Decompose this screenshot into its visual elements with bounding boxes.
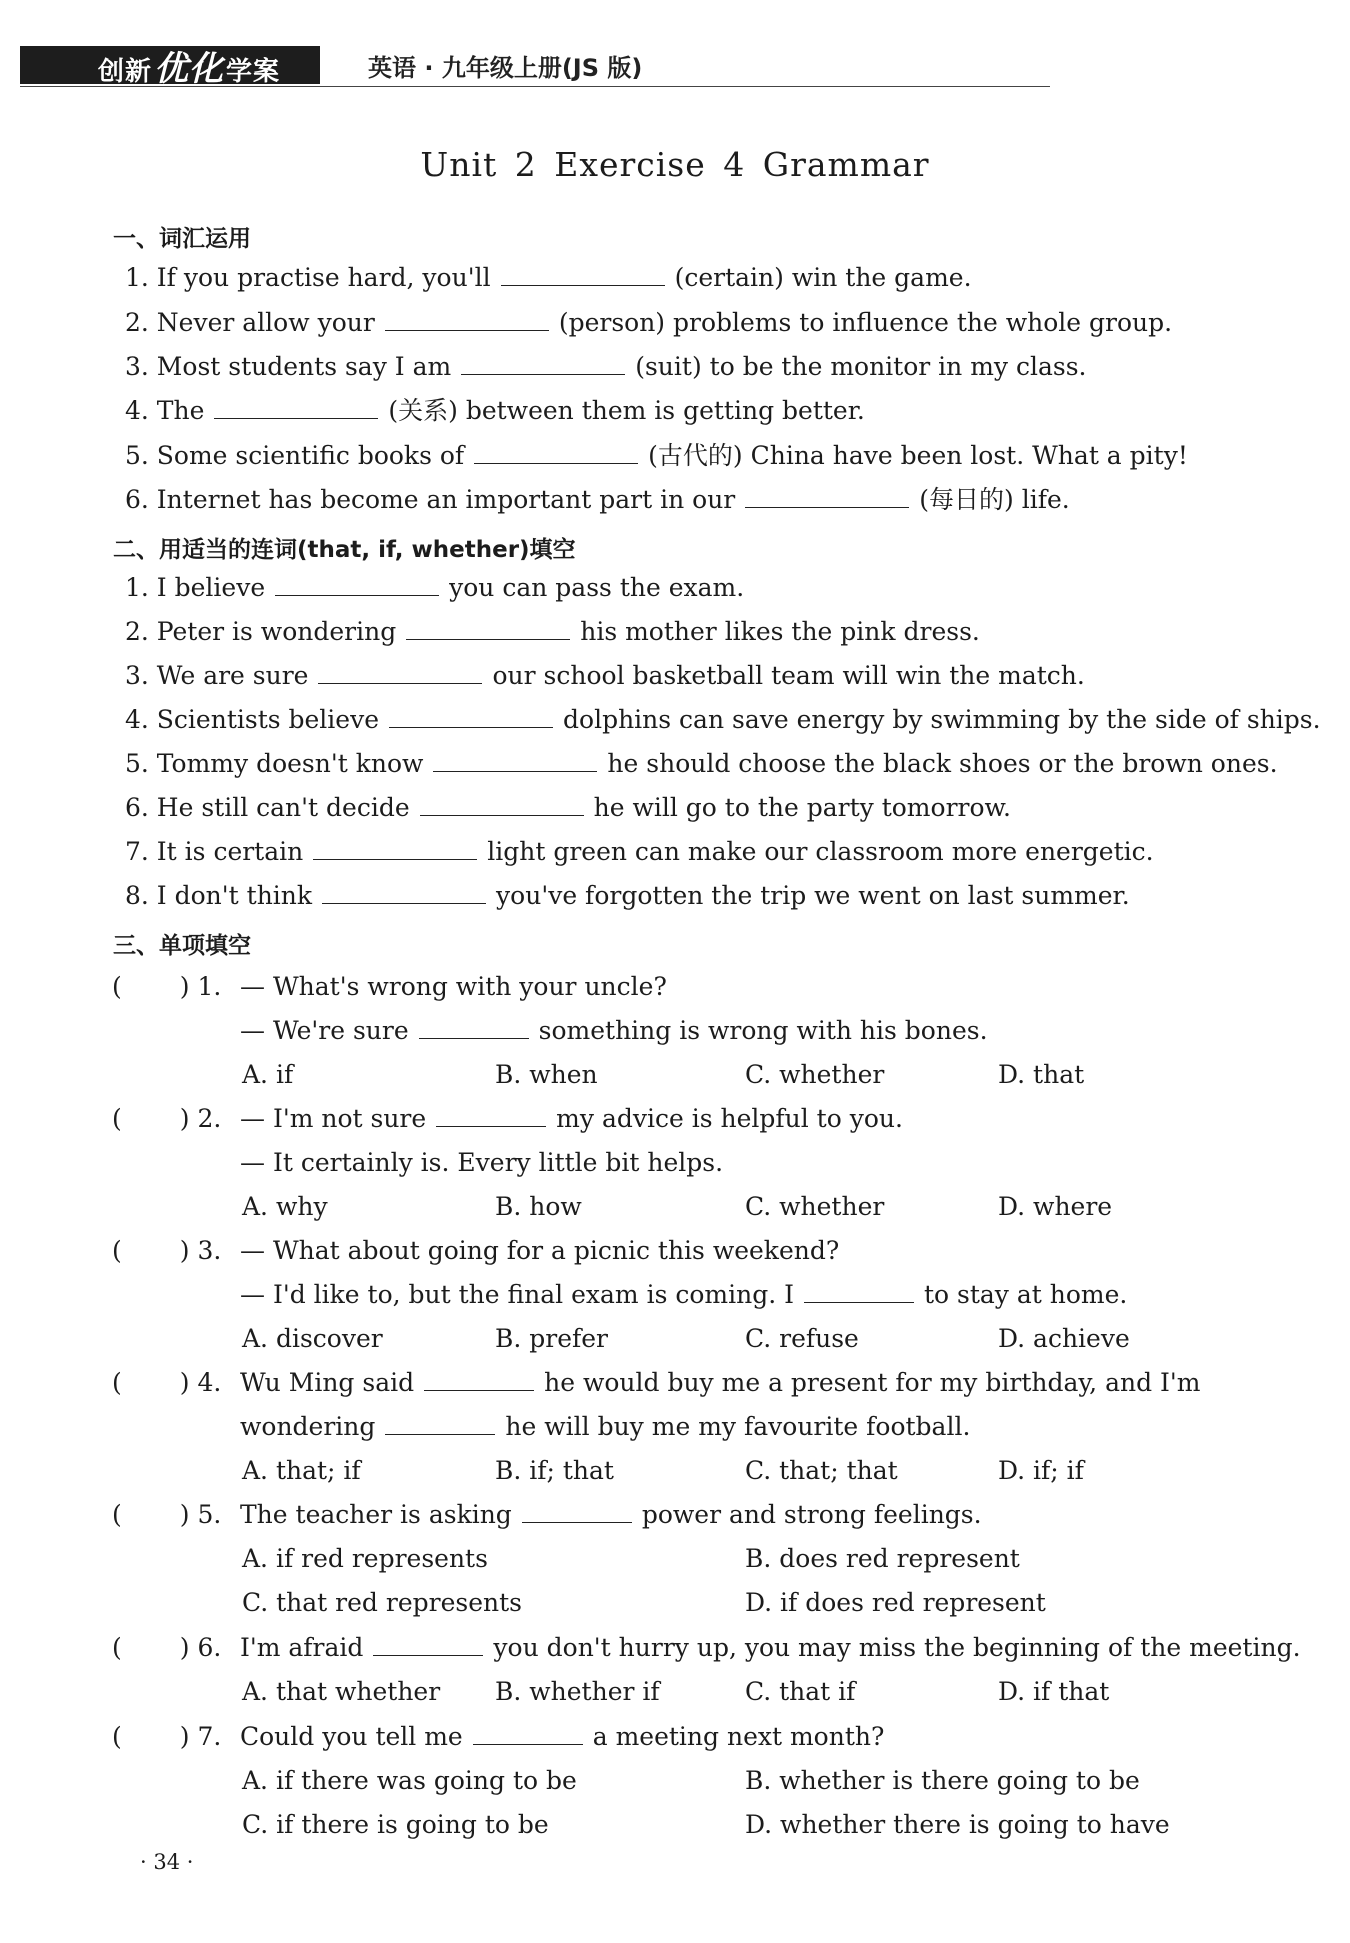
p2-item-6: 6. He still can't decide he will go to the party tomorrow. — [125, 793, 1011, 822]
q2-option-d[interactable]: D. where — [998, 1192, 1113, 1221]
answer-blank[interactable] — [419, 1016, 529, 1039]
p1-item-2: 2. Never allow your (person) problems to influence the whole group. — [125, 308, 1173, 337]
q7-option-d[interactable]: D. whether there is going to have — [745, 1810, 1170, 1839]
answer-blank[interactable] — [385, 1412, 495, 1435]
answer-blank[interactable] — [424, 1368, 534, 1391]
answer-blank[interactable] — [474, 441, 638, 464]
q3-option-b[interactable]: B. prefer — [495, 1324, 609, 1353]
q7-option-a[interactable]: A. if there was going to be — [242, 1766, 577, 1795]
q1-line-1: — What's wrong with your uncle? — [240, 972, 667, 1001]
q5-option-b[interactable]: B. does red represent — [745, 1544, 1020, 1573]
p2-item-2: 2. Peter is wondering his mother likes the pink dress. — [125, 617, 980, 646]
q4-line-1: Wu Ming said he would buy me a present for my birthday, and I'm — [240, 1368, 1201, 1397]
q7-option-c[interactable]: C. if there is going to be — [242, 1810, 549, 1839]
q7-answer-paren[interactable]: ( ) 7. — [112, 1722, 222, 1751]
q2-line-2: — It certainly is. Every little bit helps. — [240, 1148, 724, 1177]
q6-option-c[interactable]: C. that if — [745, 1677, 856, 1706]
q6-option-b[interactable]: B. whether if — [495, 1677, 660, 1706]
answer-blank[interactable] — [373, 1633, 483, 1656]
answer-blank[interactable] — [420, 793, 584, 816]
p2-item-8: 8. I don't think you've forgotten the trip we went on last summer. — [125, 881, 1130, 910]
q7-line-1: Could you tell me a meeting next month? — [240, 1722, 885, 1751]
q1-option-d[interactable]: D. that — [998, 1060, 1085, 1089]
q5-answer-paren[interactable]: ( ) 5. — [112, 1500, 222, 1529]
answer-blank[interactable] — [322, 881, 486, 904]
q4-option-c[interactable]: C. that; that — [745, 1456, 898, 1485]
q1-line-2: — We're sure something is wrong with his bones. — [240, 1016, 988, 1045]
q1-option-c[interactable]: C. whether — [745, 1060, 885, 1089]
q2-line-1: — I'm not sure my advice is helpful to you. — [240, 1104, 903, 1133]
q7-option-b[interactable]: B. whether is there going to be — [745, 1766, 1140, 1795]
q3-option-a[interactable]: A. discover — [242, 1324, 383, 1353]
q3-line-2: — I'd like to, but the final exam is coming. I to stay at home. — [240, 1280, 1128, 1309]
answer-blank[interactable] — [461, 352, 625, 375]
q2-answer-paren[interactable]: ( ) 2. — [112, 1104, 222, 1133]
answer-blank[interactable] — [501, 263, 665, 286]
p1-item-5: 5. Some scientific books of (古代的) China have been lost. What a pity! — [125, 441, 1188, 470]
p1-item-4: 4. The (关系) between them is getting better. — [125, 396, 865, 425]
q2-option-a[interactable]: A. why — [242, 1192, 328, 1221]
answer-blank[interactable] — [473, 1722, 583, 1745]
answer-blank[interactable] — [433, 749, 597, 772]
section-2-heading: 二、用适当的连词(that, if, whether)填空 — [113, 537, 576, 563]
q2-option-c[interactable]: C. whether — [745, 1192, 885, 1221]
answer-blank[interactable] — [436, 1104, 546, 1127]
answer-blank[interactable] — [313, 837, 477, 860]
p2-item-1: 1. I believe you can pass the exam. — [125, 573, 745, 602]
q3-line-1: — What about going for a picnic this weekend? — [240, 1236, 840, 1265]
p1-item-6: 6. Internet has become an important part in our (每日的) life. — [125, 485, 1070, 514]
p2-item-3: 3. We are sure our school basketball team will win the match. — [125, 661, 1085, 690]
q6-option-d[interactable]: D. if that — [998, 1677, 1110, 1706]
answer-blank[interactable] — [389, 705, 553, 728]
q4-option-a[interactable]: A. that; if — [242, 1456, 361, 1485]
p2-item-5: 5. Tommy doesn't know he should choose the black shoes or the brown ones. — [125, 749, 1278, 778]
q6-option-a[interactable]: A. that whether — [242, 1677, 441, 1706]
section-3-heading: 三、单项填空 — [113, 933, 251, 959]
q6-line-1: I'm afraid you don't hurry up, you may miss the beginning of the meeting. — [240, 1633, 1301, 1662]
answer-blank[interactable] — [804, 1280, 914, 1303]
q3-answer-paren[interactable]: ( ) 3. — [112, 1236, 222, 1265]
header-book-title: 英语 · 九年级上册(JS 版) — [368, 54, 643, 82]
q4-option-b[interactable]: B. if; that — [495, 1456, 614, 1485]
answer-blank[interactable] — [318, 661, 482, 684]
page-title: Unit 2 Exercise 4 Grammar — [420, 145, 930, 184]
q4-line-2: wondering he will buy me my favourite football. — [240, 1412, 971, 1441]
p2-item-7: 7. It is certain light green can make our classroom more energetic. — [125, 837, 1154, 866]
q5-line-1: The teacher is asking power and strong feelings. — [240, 1500, 982, 1529]
q1-option-b[interactable]: B. when — [495, 1060, 598, 1089]
page-number: · 34 · — [140, 1850, 194, 1874]
q4-answer-paren[interactable]: ( ) 4. — [112, 1368, 222, 1397]
answer-blank[interactable] — [275, 573, 439, 596]
q3-option-d[interactable]: D. achieve — [998, 1324, 1130, 1353]
q4-option-d[interactable]: D. if; if — [998, 1456, 1084, 1485]
header-logo-bar — [20, 46, 320, 89]
p1-item-1: 1. If you practise hard, you'll (certain) win the game. — [125, 263, 972, 292]
p2-item-4: 4. Scientists believe dolphins can save energy by swimming by the side of ships. — [125, 705, 1321, 734]
p1-item-3: 3. Most students say I am (suit) to be the monitor in my class. — [125, 352, 1087, 381]
q2-option-b[interactable]: B. how — [495, 1192, 582, 1221]
q1-answer-paren[interactable]: ( ) 1. — [112, 972, 222, 1001]
answer-blank[interactable] — [214, 396, 378, 419]
answer-blank[interactable] — [745, 485, 909, 508]
answer-blank[interactable] — [406, 617, 570, 640]
q1-option-a[interactable]: A. if — [242, 1060, 294, 1089]
header-logo: 创新优化学案 — [98, 48, 281, 89]
section-1-heading: 一、词汇运用 — [113, 226, 251, 252]
q5-option-c[interactable]: C. that red represents — [242, 1588, 522, 1617]
q5-option-a[interactable]: A. if red represents — [242, 1544, 488, 1573]
q6-answer-paren[interactable]: ( ) 6. — [112, 1633, 222, 1662]
answer-blank[interactable] — [385, 308, 549, 331]
q5-option-d[interactable]: D. if does red represent — [745, 1588, 1046, 1617]
q3-option-c[interactable]: C. refuse — [745, 1324, 859, 1353]
header-divider — [20, 86, 1050, 87]
answer-blank[interactable] — [522, 1500, 632, 1523]
